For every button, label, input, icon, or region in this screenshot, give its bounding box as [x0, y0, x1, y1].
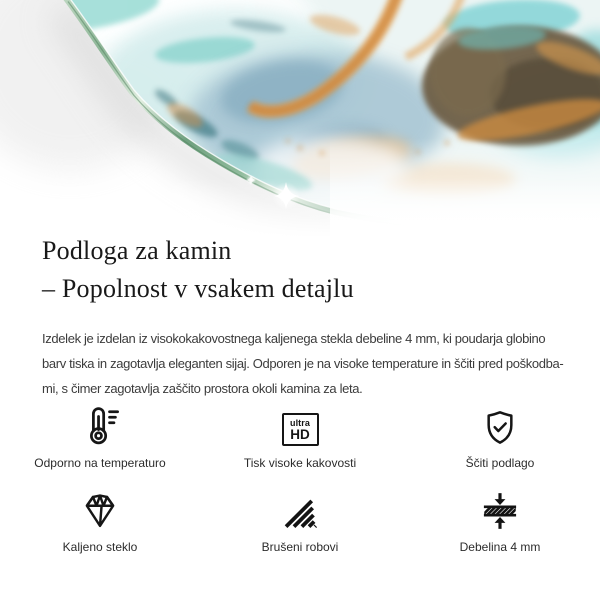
product-image — [0, 0, 600, 250]
features-grid — [0, 402, 600, 570]
diamond-icon — [79, 486, 121, 532]
thermometer-icon — [78, 402, 122, 448]
page-title-line-2: – Popolnost v vsakem detajlu — [42, 274, 354, 303]
feature-label: Tisk visoke kakovosti — [243, 456, 357, 470]
description-line: barv tiska in zagotavlja eleganten sijaj. Odporen je na visoke temperature in ščiti pred poškodba- — [42, 356, 564, 371]
feature-protects-floor — [400, 402, 600, 486]
beveled-edges-icon — [281, 486, 319, 532]
page-title — [42, 232, 354, 308]
glass-panel-illustration — [0, 0, 600, 250]
ultra-hd-icon — [282, 402, 319, 448]
feature-temperature-resistant — [0, 402, 200, 486]
ultra-hd-icon-text-bottom: HD — [290, 426, 310, 442]
feature-label: Debelina 4 mm — [459, 540, 541, 554]
feature-thickness — [400, 486, 600, 570]
feature-print-quality — [200, 402, 400, 486]
description-line: mi, s čimer zagotavlja zaščito prostora okoli kamina za leta. — [42, 381, 363, 396]
feature-label: Ščiti podlago — [465, 456, 535, 470]
description-line: Izdelek je izdelan iz visokokakovostnega kaljenega stekla debeline 4 mm, ki poudarja globino — [42, 331, 546, 346]
ultra-hd-icon-text-top: ultra — [289, 417, 310, 428]
feature-label: Brušeni robovi — [261, 540, 339, 554]
compressed-thickness-icon — [479, 486, 521, 532]
product-description — [42, 326, 563, 401]
feature-label: Kaljeno steklo — [62, 540, 138, 554]
feature-polished-edges — [200, 486, 400, 570]
shield-check-icon — [480, 402, 520, 448]
page-title-line-1: Podloga za kamin — [42, 236, 232, 265]
feature-tempered-glass — [0, 486, 200, 570]
feature-label: Odporno na temperaturo — [34, 456, 166, 470]
